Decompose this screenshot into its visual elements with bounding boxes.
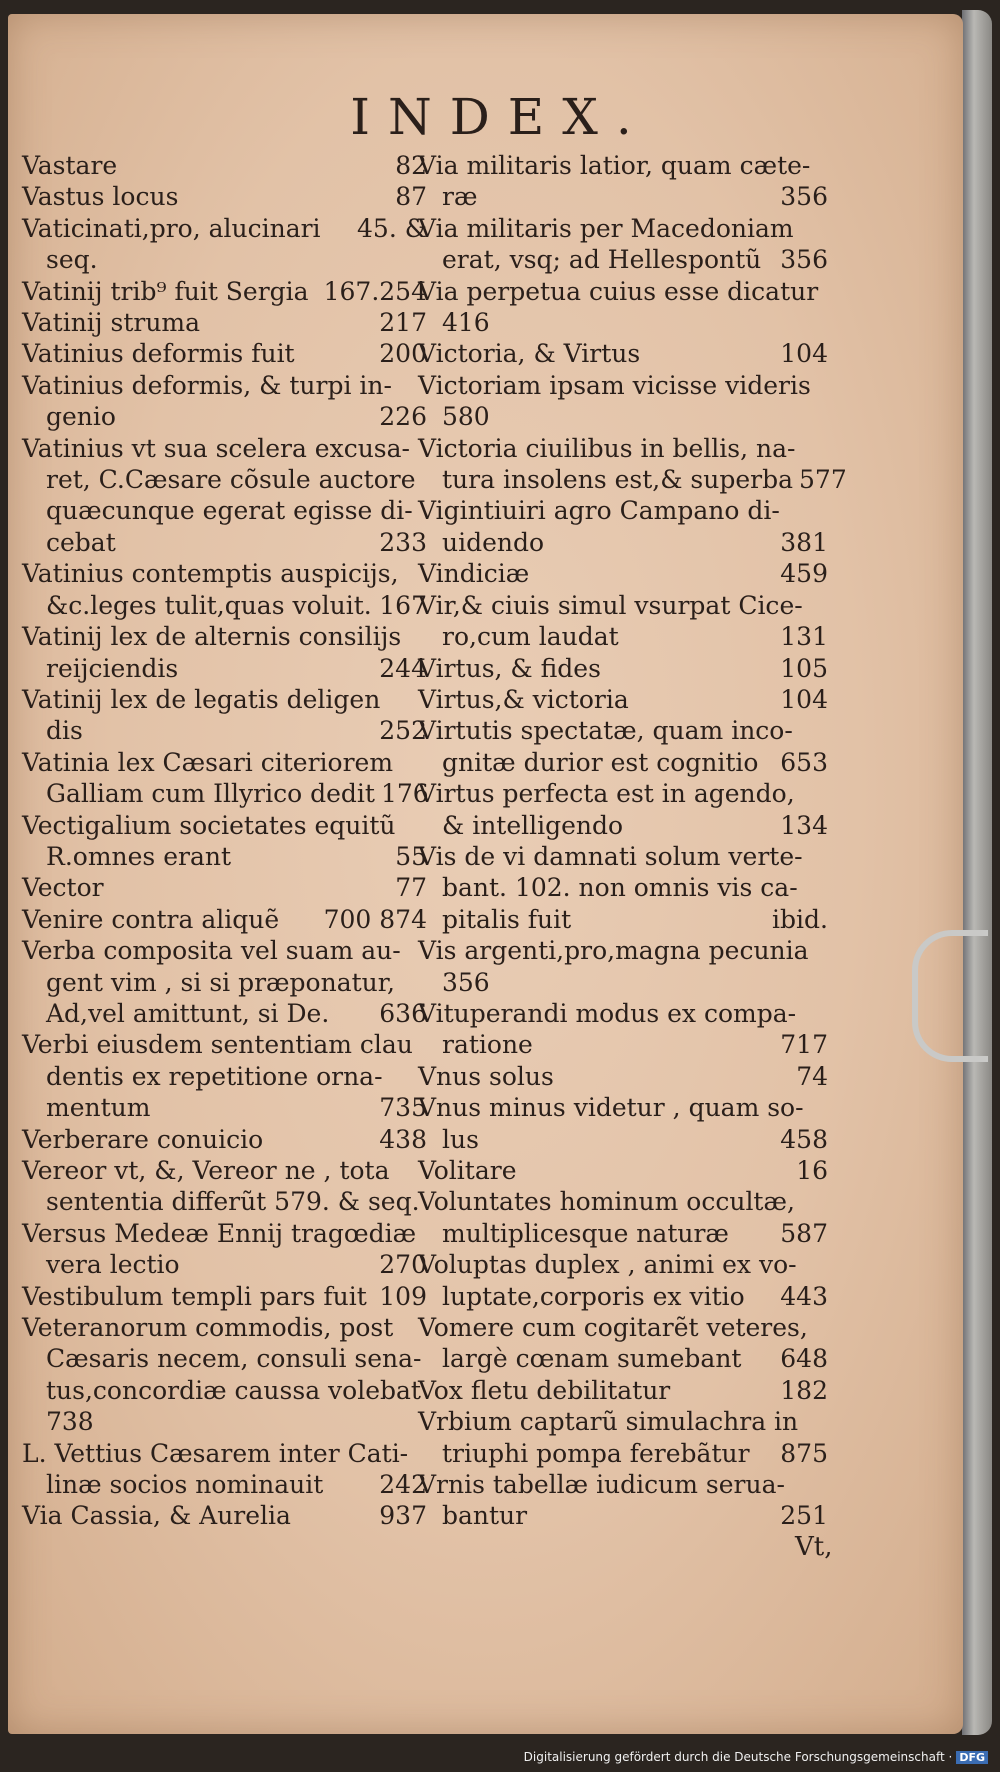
index-entry bbox=[22, 1124, 427, 1155]
page-reference: 105 bbox=[780, 653, 828, 683]
entry-text: 416 bbox=[442, 308, 490, 338]
index-entry bbox=[22, 338, 427, 369]
entry-text: Vatinij trib⁹ fuit Sergia bbox=[22, 276, 309, 306]
entry-text: seq. bbox=[46, 245, 98, 275]
page-reference: 104 bbox=[780, 339, 828, 369]
index-entry-line bbox=[418, 778, 828, 809]
entry-text: Vnus solus bbox=[418, 1061, 554, 1091]
index-entry-line bbox=[22, 590, 427, 621]
index-entry-line bbox=[22, 1469, 427, 1500]
dfg-logo: DFG bbox=[956, 1751, 988, 1764]
index-entry bbox=[418, 653, 828, 684]
entry-text: Vectigalium societates equitũ bbox=[22, 810, 396, 840]
index-entry bbox=[22, 1029, 427, 1123]
index-entry bbox=[22, 872, 427, 903]
entry-text: Voluptas duplex , animi ex vo- bbox=[418, 1250, 797, 1280]
index-entry bbox=[418, 1312, 828, 1375]
page-reference: 74 bbox=[796, 1061, 828, 1091]
entry-text: sententia differũt 579. & seq. bbox=[46, 1187, 420, 1217]
entry-text: Vereor vt, &, Vereor ne , tota bbox=[22, 1156, 390, 1185]
index-entry bbox=[22, 1500, 427, 1531]
page-reference: 226 bbox=[379, 402, 427, 432]
index-entry-line bbox=[22, 495, 427, 526]
index-entry-line bbox=[418, 244, 828, 275]
index-entry-line bbox=[418, 621, 828, 652]
page-reference: 438 bbox=[379, 1124, 427, 1154]
entry-text: Vaticinati,pro, alucinari bbox=[22, 213, 321, 243]
page-reference: 109 bbox=[379, 1281, 427, 1311]
index-entry-line bbox=[22, 872, 427, 903]
index-entry-line bbox=[22, 1249, 427, 1280]
index-entry-line bbox=[418, 684, 828, 715]
entry-text: ret, C.Cæsare cõsule auctore bbox=[46, 465, 416, 495]
index-entry-line bbox=[22, 778, 427, 809]
index-entry-line bbox=[22, 433, 427, 464]
index-entry bbox=[418, 213, 828, 276]
page-reference: 459 bbox=[780, 559, 828, 589]
page-reference: 648 bbox=[780, 1344, 828, 1374]
page-reference: 77 bbox=[395, 873, 427, 903]
index-entry-line bbox=[22, 181, 427, 212]
page-reference: 636 bbox=[379, 998, 427, 1028]
page-reference: 104 bbox=[780, 684, 828, 714]
index-entry bbox=[418, 935, 828, 998]
entry-text: Vis de vi damnati solum verte- bbox=[418, 841, 803, 871]
index-entry-line bbox=[418, 904, 828, 935]
entry-text: Vatinius deformis fuit bbox=[22, 339, 295, 369]
entry-text: Vastare bbox=[22, 151, 118, 180]
entry-text: Victoriam ipsam vicisse videris bbox=[418, 370, 811, 400]
entry-text: gnitæ durior est cognitio bbox=[442, 747, 759, 777]
entry-text: genio bbox=[46, 402, 116, 432]
index-entry bbox=[22, 1438, 427, 1501]
page-reference: 200 bbox=[379, 339, 427, 369]
index-entry-line bbox=[22, 401, 427, 432]
entry-text: Via militaris latior, quam cæte- bbox=[418, 151, 811, 180]
entry-text: Venire contra aliquẽ bbox=[22, 904, 280, 934]
index-entry-line bbox=[22, 1406, 427, 1437]
index-entry-line bbox=[418, 1469, 828, 1500]
entry-text: Vatinius contemptis auspicijs, bbox=[22, 559, 399, 589]
page-reference: 270 bbox=[379, 1250, 427, 1280]
index-entry-line bbox=[418, 841, 828, 872]
page-reference: 87 bbox=[395, 182, 427, 212]
entry-text: Virtus perfecta est in agendo, bbox=[418, 779, 795, 809]
entry-text: Verba composita vel suam au- bbox=[22, 936, 401, 966]
index-entry-line bbox=[22, 244, 427, 275]
index-entry-line bbox=[418, 1029, 828, 1060]
entry-text: Virtus, & fides bbox=[418, 653, 601, 683]
entry-text: reijciendis bbox=[46, 653, 179, 683]
page-reference: 587 bbox=[780, 1218, 828, 1248]
page-reference: 937 bbox=[379, 1501, 427, 1531]
page-reference: 875 bbox=[780, 1438, 828, 1468]
entry-text: Via Cassia, & Aurelia bbox=[22, 1501, 291, 1531]
page-reference: 131 bbox=[780, 622, 828, 652]
index-entry-line bbox=[418, 1155, 828, 1186]
entry-text: pitalis fuit bbox=[442, 904, 572, 934]
index-entry-line bbox=[418, 338, 828, 369]
entry-text: erat, vsq; ad Hellespontũ bbox=[442, 245, 762, 275]
index-entry bbox=[418, 370, 828, 433]
index-entry-line bbox=[418, 276, 828, 307]
page-reference: 458 bbox=[780, 1124, 828, 1154]
index-entry-line bbox=[418, 307, 828, 338]
page-reference: 182 bbox=[780, 1375, 828, 1405]
digitization-footer bbox=[0, 1750, 988, 1764]
index-entry-line bbox=[22, 276, 427, 307]
entry-text: luptate,corporis ex vitio bbox=[442, 1281, 745, 1311]
index-entry bbox=[418, 433, 847, 496]
index-entry-line bbox=[22, 1500, 427, 1531]
page-reference: 167.254 bbox=[323, 276, 427, 306]
entry-text: Vir,& ciuis simul vsurpat Cice- bbox=[418, 590, 803, 620]
index-entry-line bbox=[418, 653, 828, 684]
index-entry-line bbox=[22, 841, 427, 872]
page-reference: 443 bbox=[780, 1281, 828, 1311]
entry-text: ro,cum laudat bbox=[442, 622, 619, 652]
entry-text: largè cœnam sumebant bbox=[442, 1344, 742, 1374]
index-entry-line bbox=[418, 527, 828, 558]
entry-text: Vindiciæ bbox=[418, 559, 530, 589]
entry-text: Galliam cum Illyrico dedit bbox=[46, 779, 375, 809]
entry-text: vera lectio bbox=[46, 1250, 180, 1280]
entry-text: Voluntates hominum occultæ, bbox=[418, 1187, 795, 1217]
index-entry bbox=[22, 1155, 427, 1218]
index-entry-line bbox=[418, 1249, 828, 1280]
index-entry-line bbox=[22, 1343, 427, 1374]
index-entry bbox=[418, 1186, 828, 1249]
index-entry bbox=[418, 1155, 828, 1186]
index-entry-line bbox=[418, 1343, 828, 1374]
index-entry bbox=[418, 1249, 828, 1312]
index-entry-line bbox=[22, 1124, 427, 1155]
index-entry bbox=[22, 935, 427, 1029]
index-entry-line bbox=[22, 213, 427, 244]
footer-text: Digitalisierung gefördert durch die Deutsche Forschungsgemeinschaft · bbox=[523, 1750, 953, 1764]
index-entry-line bbox=[418, 1186, 828, 1217]
page-reference: 55 bbox=[395, 841, 427, 871]
page-reference: 251 bbox=[780, 1501, 828, 1531]
entry-text: & intelligendo bbox=[442, 810, 624, 840]
index-entry-line bbox=[22, 370, 427, 401]
index-column-right bbox=[418, 150, 847, 1532]
index-entry-line bbox=[22, 1029, 427, 1060]
index-entry-line bbox=[418, 433, 828, 464]
index-entry-line bbox=[418, 1406, 828, 1437]
index-entry bbox=[418, 1469, 828, 1532]
page-title: INDEX. bbox=[350, 88, 650, 146]
index-entry-line bbox=[418, 1375, 828, 1406]
index-entry-line bbox=[22, 464, 427, 495]
entry-text: lus bbox=[442, 1124, 479, 1154]
entry-text: Vox fletu debilitatur bbox=[418, 1375, 671, 1405]
entry-text: Victoria, & Virtus bbox=[418, 339, 641, 369]
entry-text: Vomere cum cogitarẽt veteres, bbox=[418, 1313, 808, 1343]
index-entry-line bbox=[22, 1281, 427, 1312]
entry-text: tura insolens est,& superba bbox=[442, 465, 794, 495]
index-entry-line bbox=[418, 1218, 828, 1249]
page-reference: 134 bbox=[780, 810, 828, 840]
index-entry-line bbox=[22, 1155, 427, 1186]
index-entry bbox=[418, 150, 828, 213]
entry-text: 738 bbox=[46, 1407, 94, 1437]
entry-text: R.omnes erant bbox=[46, 841, 231, 871]
entry-text: Vatinij lex de alternis consilijs bbox=[22, 622, 402, 652]
index-entry-line bbox=[418, 715, 828, 746]
index-entry bbox=[22, 810, 427, 873]
index-entry bbox=[22, 684, 427, 747]
entry-text: gent vim , si si præponatur, bbox=[46, 967, 395, 997]
index-entry bbox=[22, 558, 427, 621]
index-entry bbox=[418, 276, 828, 339]
index-entry-line bbox=[22, 967, 427, 998]
index-entry bbox=[418, 338, 828, 369]
index-entry bbox=[22, 307, 427, 338]
index-entry-line bbox=[418, 935, 828, 966]
entry-text: Victoria ciuilibus in bellis, na- bbox=[418, 433, 796, 463]
entry-text: Vatinij lex de legatis deligen bbox=[22, 684, 381, 714]
entry-text: Verbi eiusdem sententiam clau bbox=[22, 1030, 413, 1060]
index-entry-line bbox=[418, 495, 828, 526]
entry-text: bantur bbox=[442, 1501, 528, 1531]
index-entry-line bbox=[22, 998, 427, 1029]
index-entry-line bbox=[418, 1500, 828, 1531]
index-entry bbox=[418, 495, 828, 558]
index-entry-line bbox=[22, 715, 427, 746]
entry-text: L. Vettius Cæsarem inter Cati- bbox=[22, 1438, 409, 1468]
index-entry-line bbox=[418, 181, 828, 212]
page-reference: ibid. bbox=[772, 904, 828, 934]
page-reference: 16 bbox=[796, 1156, 828, 1185]
entry-text: Vatinia lex Cæsari citeriorem bbox=[22, 747, 394, 777]
index-entry bbox=[418, 998, 828, 1061]
entry-text: linæ socios nominauit bbox=[46, 1470, 324, 1500]
index-entry-line bbox=[418, 1312, 828, 1343]
index-entry bbox=[418, 715, 828, 778]
entry-text: mentum bbox=[46, 1093, 151, 1123]
entry-text: ræ bbox=[442, 182, 478, 212]
index-entry bbox=[22, 213, 427, 276]
index-entry-line bbox=[22, 1061, 427, 1092]
index-entry-line bbox=[22, 338, 427, 369]
entry-text: Vatinius deformis, & turpi in- bbox=[22, 370, 392, 400]
entry-text: 580 bbox=[442, 402, 490, 432]
index-entry-line bbox=[418, 1092, 828, 1123]
index-entry-line bbox=[22, 904, 427, 935]
index-entry-line bbox=[22, 1218, 427, 1249]
entry-text: &c.leges tulit,quas voluit. bbox=[46, 590, 372, 620]
book-binding bbox=[962, 10, 992, 1735]
index-entry-line bbox=[418, 401, 828, 432]
entry-text: 356 bbox=[442, 967, 490, 997]
entry-text: ratione bbox=[442, 1030, 533, 1060]
page-reference: 167 bbox=[379, 590, 427, 620]
page-reference: 381 bbox=[780, 527, 828, 557]
index-entry-line bbox=[22, 1186, 427, 1217]
index-entry bbox=[22, 433, 427, 559]
entry-text: Ad,vel amittunt, si De. bbox=[46, 998, 330, 1028]
entry-text: Vigintiuiri agro Campano di- bbox=[418, 496, 780, 526]
entry-text: Virtutis spectatæ, quam inco- bbox=[418, 716, 793, 746]
index-entry-line bbox=[22, 1438, 427, 1469]
book-clasp bbox=[912, 930, 988, 1062]
page-reference: 653 bbox=[780, 747, 828, 777]
entry-text: Vrbium captarũ simulachra in bbox=[418, 1407, 799, 1437]
entry-text: Via militaris per Macedoniam bbox=[418, 213, 794, 243]
index-entry bbox=[22, 747, 427, 810]
index-entry bbox=[418, 1375, 828, 1406]
entry-text: Vestibulum templi pars fuit bbox=[22, 1281, 367, 1311]
entry-text: dis bbox=[46, 716, 83, 746]
index-entry-line bbox=[22, 1375, 427, 1406]
index-entry bbox=[418, 558, 828, 589]
entry-text: uidendo bbox=[442, 527, 545, 557]
index-entry-line bbox=[418, 1281, 828, 1312]
index-entry bbox=[418, 684, 828, 715]
page-reference: 45. & bbox=[357, 213, 427, 243]
index-entry bbox=[418, 1406, 828, 1469]
index-entry-line bbox=[418, 998, 828, 1029]
entry-text: bant. 102. non omnis vis ca- bbox=[442, 873, 798, 903]
index-entry-line bbox=[22, 621, 427, 652]
index-entry bbox=[22, 1218, 427, 1281]
index-entry bbox=[22, 904, 427, 935]
entry-text: Vis argenti,pro,magna pecunia bbox=[418, 936, 809, 966]
index-entry-line bbox=[418, 1438, 828, 1469]
entry-text: Verberare conuicio bbox=[22, 1124, 264, 1154]
index-entry-line bbox=[22, 1092, 427, 1123]
index-entry-line bbox=[22, 747, 427, 778]
index-entry-line bbox=[418, 1061, 828, 1092]
entry-text: Vastus locus bbox=[22, 182, 179, 212]
page-reference: 252 bbox=[379, 716, 427, 746]
catchword: Vt, bbox=[795, 1532, 833, 1562]
index-entry-line bbox=[418, 464, 847, 495]
entry-text: Via perpetua cuius esse dicatur bbox=[418, 276, 819, 306]
entry-text: Vrnis tabellæ iudicum serua- bbox=[418, 1470, 785, 1500]
index-entry bbox=[418, 590, 828, 653]
page-reference: 356 bbox=[780, 245, 828, 275]
index-entry-line bbox=[22, 558, 427, 589]
index-entry-line bbox=[418, 213, 828, 244]
entry-text: tus,concordiæ caussa volebat bbox=[46, 1375, 421, 1405]
index-entry-line bbox=[418, 370, 828, 401]
entry-text: cebat bbox=[46, 527, 116, 557]
entry-text: quæcunque egerat egisse di- bbox=[46, 496, 413, 526]
entry-text: Vatinius vt sua scelera excusa- bbox=[22, 433, 410, 463]
index-entry-line bbox=[22, 307, 427, 338]
index-entry-line bbox=[418, 872, 828, 903]
index-entry-line bbox=[22, 1312, 427, 1343]
index-entry-line bbox=[418, 747, 828, 778]
index-entry bbox=[22, 150, 427, 181]
index-entry-line bbox=[418, 967, 828, 998]
index-entry-line bbox=[22, 527, 427, 558]
index-entry bbox=[22, 276, 427, 307]
index-entry-line bbox=[418, 1124, 828, 1155]
entry-text: multiplicesque naturæ bbox=[442, 1218, 729, 1248]
page-reference: 82 bbox=[395, 151, 427, 180]
page-reference: 217 bbox=[379, 308, 427, 338]
entry-text: Cæsaris necem, consuli sena- bbox=[46, 1344, 422, 1374]
entry-text: Versus Medeæ Ennij tragœdiæ bbox=[22, 1218, 417, 1248]
index-entry-line bbox=[418, 558, 828, 589]
index-entry bbox=[418, 841, 828, 935]
page-reference: 356 bbox=[780, 182, 828, 212]
page-reference: 577 bbox=[799, 465, 847, 495]
entry-text: Vituperandi modus ex compa- bbox=[418, 998, 797, 1028]
page-reference: 717 bbox=[780, 1030, 828, 1060]
page-reference: 176 bbox=[380, 779, 429, 809]
index-entry bbox=[418, 1092, 828, 1155]
index-entry-line bbox=[22, 684, 427, 715]
index-entry-line bbox=[22, 935, 427, 966]
entry-text: Virtus,& victoria bbox=[418, 684, 629, 714]
index-entry-line bbox=[22, 150, 427, 181]
index-entry bbox=[22, 1281, 427, 1312]
page-reference: 244 bbox=[379, 653, 427, 683]
page-reference: 233 bbox=[379, 527, 427, 557]
entry-text: dentis ex repetitione orna- bbox=[46, 1061, 383, 1091]
entry-text: Vnus minus videtur , quam so- bbox=[418, 1093, 804, 1123]
index-entry bbox=[22, 181, 427, 212]
index-column-left bbox=[22, 150, 427, 1532]
index-entry bbox=[22, 621, 427, 684]
index-entry-line bbox=[418, 810, 828, 841]
index-entry bbox=[418, 778, 828, 841]
index-entry-line bbox=[22, 653, 427, 684]
index-entry-line bbox=[418, 150, 828, 181]
index-entry-line bbox=[22, 810, 427, 841]
entry-text: Veteranorum commodis, post bbox=[22, 1313, 394, 1343]
index-entry bbox=[22, 370, 427, 433]
page-reference: 700 874 bbox=[323, 904, 427, 934]
entry-text: Volitare bbox=[418, 1156, 517, 1185]
index-entry-line bbox=[418, 590, 828, 621]
page-reference: 735 bbox=[379, 1093, 427, 1123]
entry-text: Vatinij struma bbox=[22, 308, 201, 338]
index-entry bbox=[22, 1312, 427, 1438]
page-reference: 242 bbox=[379, 1470, 427, 1500]
entry-text: Vector bbox=[22, 873, 104, 903]
entry-text: triuphi pompa ferebãtur bbox=[442, 1438, 750, 1468]
index-entry bbox=[418, 1061, 828, 1092]
